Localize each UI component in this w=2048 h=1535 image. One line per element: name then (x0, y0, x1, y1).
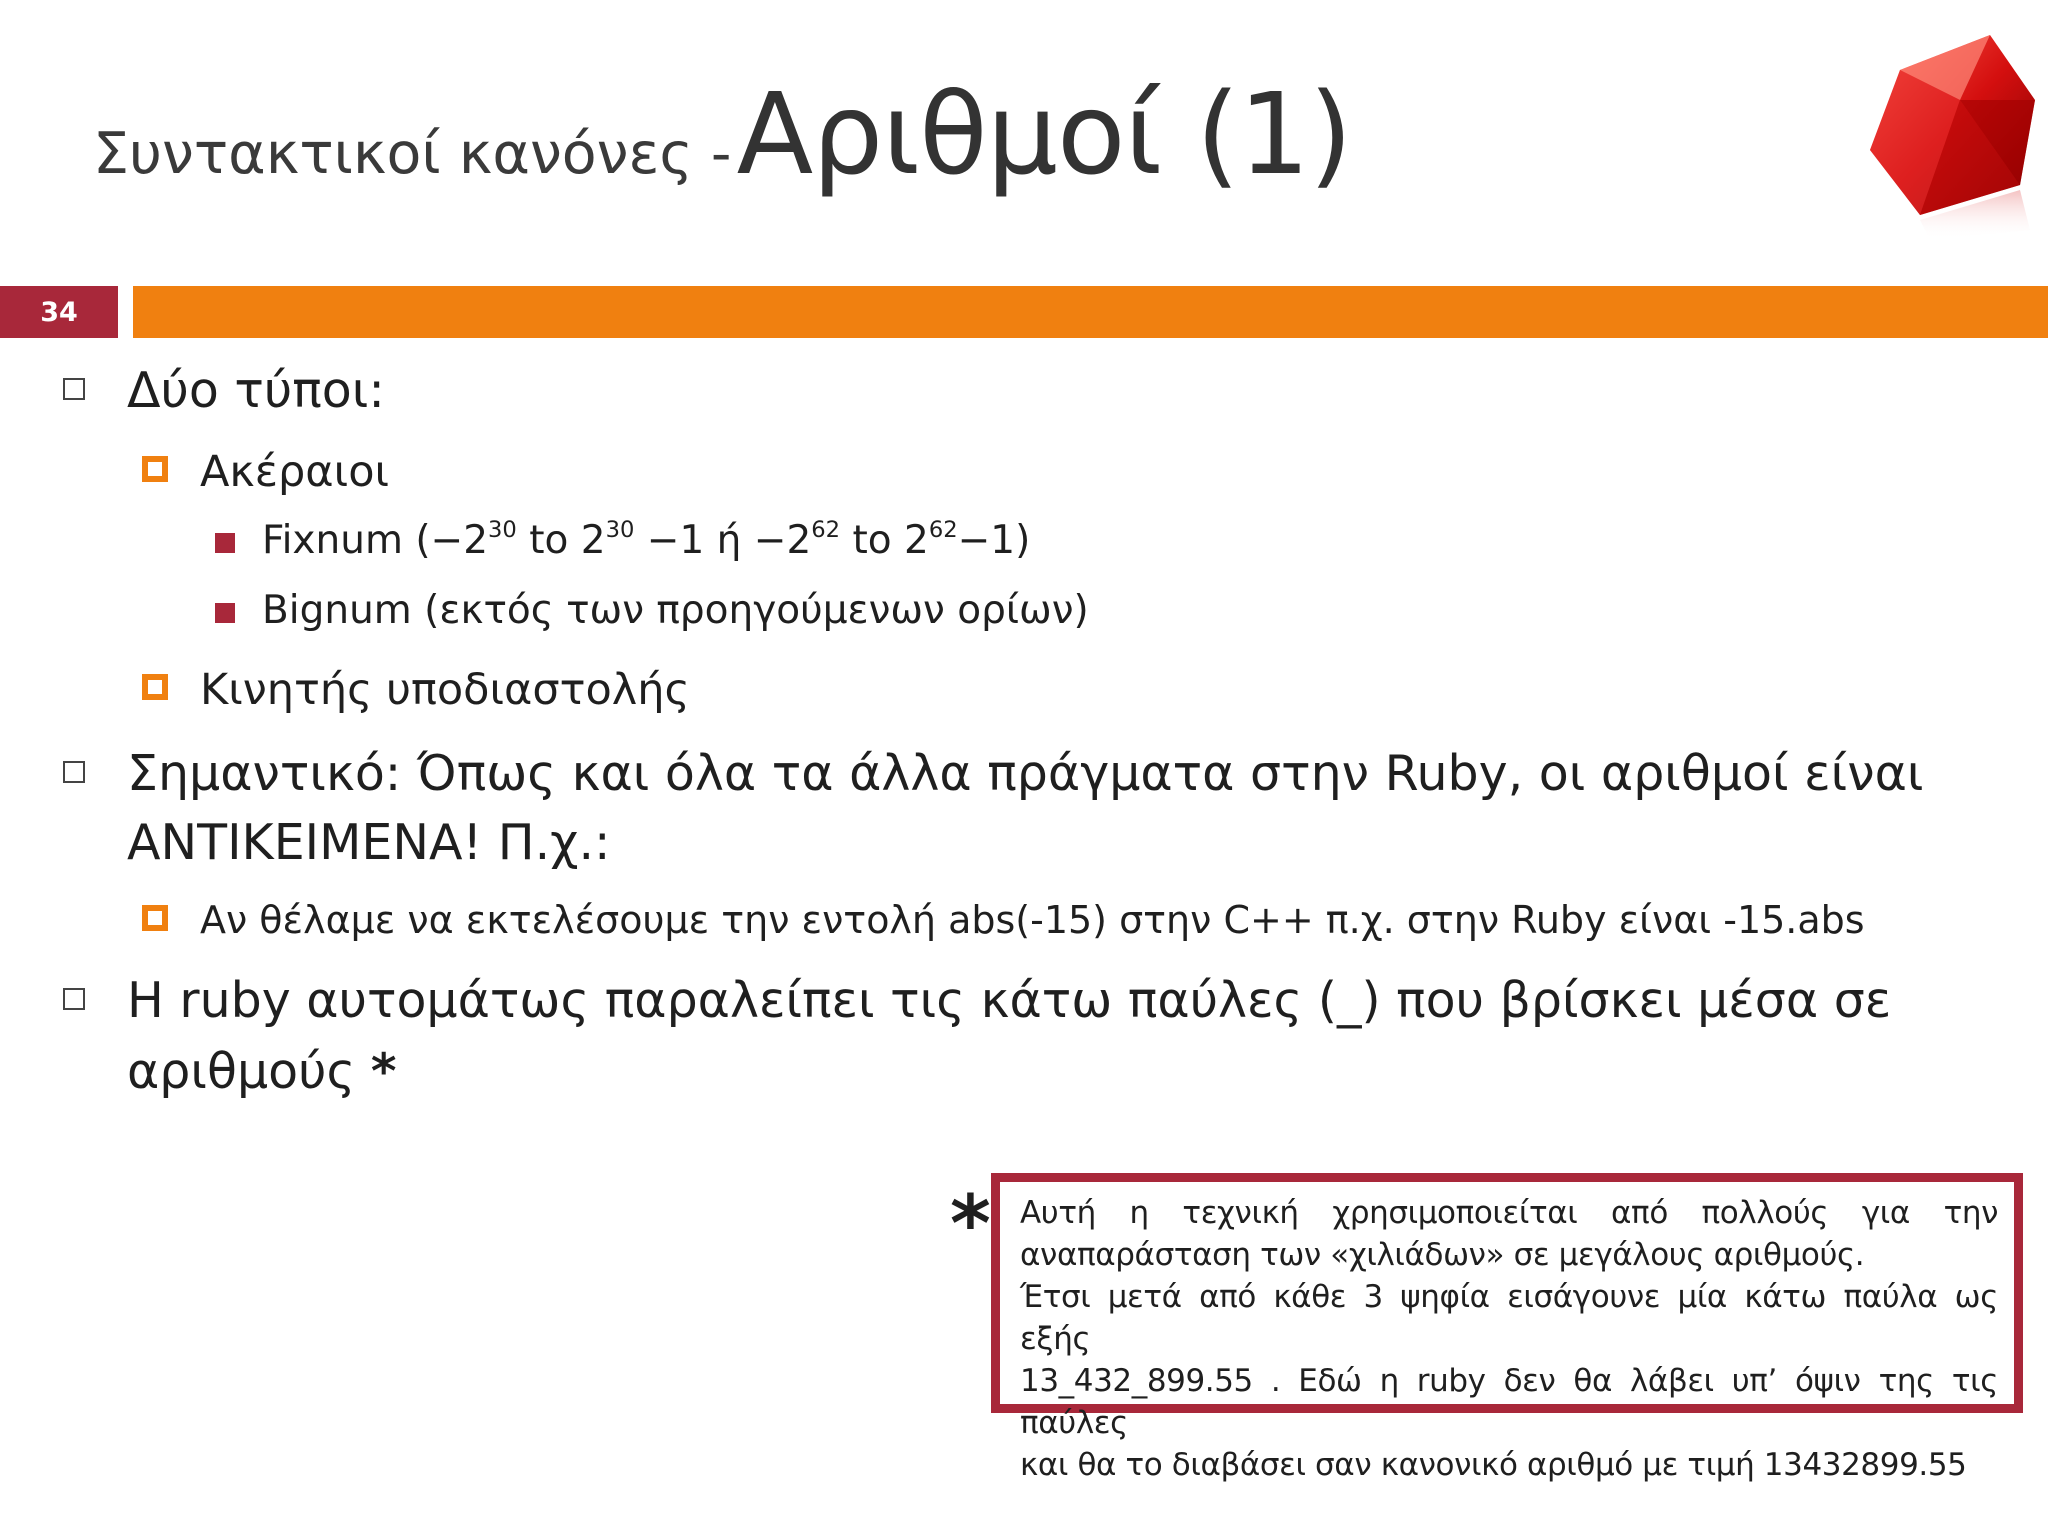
note-line-3: Έτσι μετά από κάθε 3 ψηφία εισάγουνε μία κάτω παύλα ως εξής (1020, 1279, 1998, 1357)
bullet-important-line1: Σημαντικό: Όπως και όλα τα άλλα πράγματα στην Ruby, οι αριθμοί είναι (127, 745, 1924, 802)
square-bullet-icon (215, 533, 235, 553)
bullet-floating: Κινητής υποδιαστολής (200, 665, 690, 715)
bullet-underscore-line1: Η ruby αυτομάτως παραλείπει τις κάτω παύλες (_) που βρίσκει μέσα σε (127, 972, 1892, 1029)
bullet-fixnum: Fixnum ($-2^{30}$ to $2^{30} -1$ $ή -2^{62}$ to $2^{62}-1$) (262, 517, 1031, 563)
footnote-marker: * (370, 1043, 397, 1100)
bullet-important-line2: ΑΝΤΙΚΕΙΜΕΝΑ! Π.χ.: (127, 814, 611, 871)
note-star-marker: * (950, 1180, 991, 1270)
bullet-example: Αν θέλαμε να εκτελέσουμε την εντολή abs(-15) στην C++ π.χ. στην Ruby είναι -15.abs (200, 898, 1865, 942)
bullet-box-icon (63, 378, 85, 400)
sub-bullet-icon (142, 456, 168, 482)
bullet-box-icon (63, 761, 85, 783)
sub-bullet-icon (142, 674, 168, 700)
bullet-types-heading: Δύο τύποι: (127, 362, 385, 419)
bullet-bignum: Bignum (εκτός των προηγούμενων ορίων) (262, 588, 1089, 633)
bullet-integers: Ακέραιοι (200, 447, 390, 497)
square-bullet-icon (215, 603, 235, 623)
page-number-badge: 34 (0, 286, 118, 338)
note-line-5: και θα το διαβάσει σαν κανονικό αριθμό με τιμή 13432899.55 (1020, 1447, 1967, 1483)
title-main: Αριθμοί (1) (736, 70, 1352, 200)
footnote-box (991, 1173, 2023, 1483)
note-line-4: 13_432_899.55 . Εδώ η ruby δεν θα λάβει υπ’ όψιν της τις παύλες (1020, 1363, 1998, 1441)
ruby-gem-icon (1860, 30, 2040, 240)
bullet-underscore-line2: αριθμούς * (127, 1043, 397, 1100)
sub-bullet-icon (142, 905, 168, 931)
title-prefix: Συντακτικοί κανόνες - (93, 121, 732, 187)
bullet-box-icon (63, 988, 85, 1010)
header-divider-bar (133, 286, 2048, 338)
note-line-1: Αυτή η τεχνική χρησιμοποιείται από πολλούς για την (1020, 1195, 1998, 1231)
note-line-2: αναπαράσταση των «χιλιάδων» σε μεγάλους αριθμούς. (1020, 1237, 1865, 1273)
slide-title (93, 70, 1352, 200)
